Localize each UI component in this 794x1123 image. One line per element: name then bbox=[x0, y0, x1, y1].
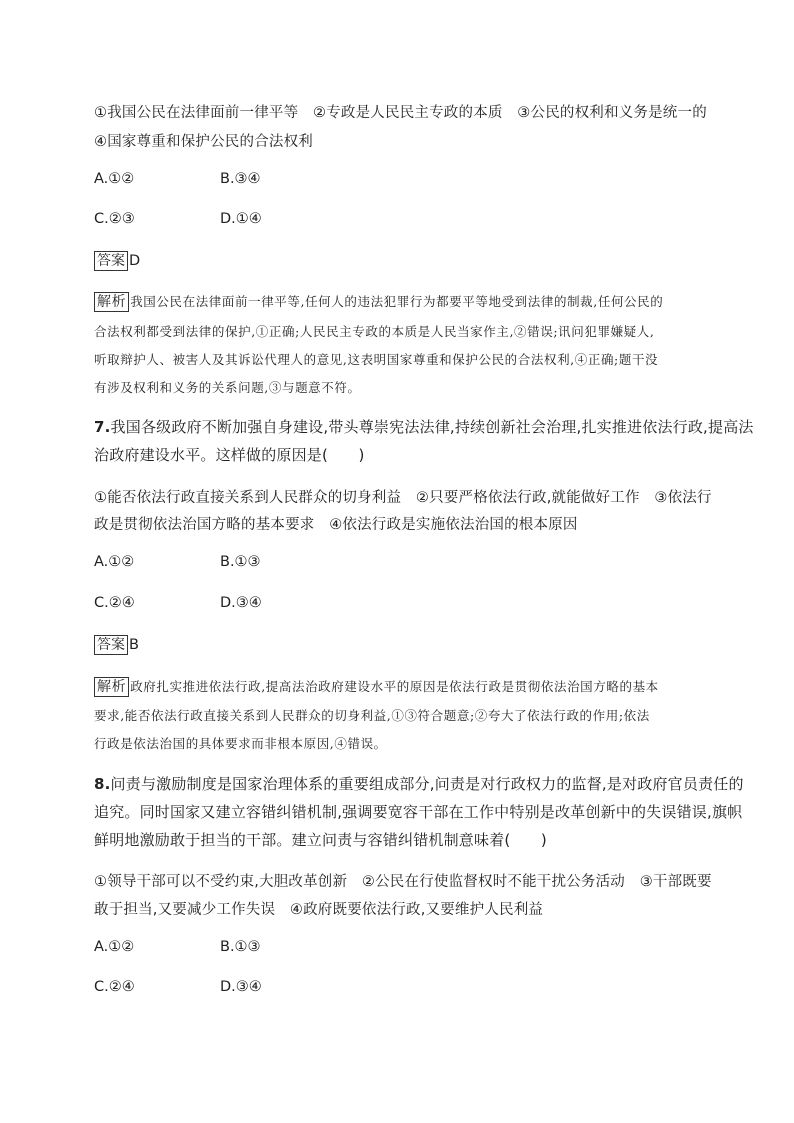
q8-option-d: D.③④ bbox=[220, 979, 262, 995]
q7-option-b: B.①③ bbox=[220, 554, 261, 570]
q6-option-b: B.③④ bbox=[220, 171, 261, 187]
q6-explanation-line-3: 听取辩护人、被害人及其诉讼代理人的意见,这表明国家尊重和保护公民的合法权利,④正确;题干没 bbox=[94, 352, 659, 367]
q7-answer-value: B bbox=[129, 637, 139, 653]
answer-tag: 答案 bbox=[94, 635, 128, 655]
q7-answer bbox=[94, 635, 139, 655]
q8-stem-line-3: 鲜明地激励敢于担当的干部。建立问责与容错纠错机制意味着( ) bbox=[94, 831, 547, 849]
q6-answer bbox=[94, 251, 140, 271]
q6-answer-value: D bbox=[129, 253, 141, 269]
q6-explanation-line-2: 合法权利都受到法律的保护,①正确;人民民主专政的本质是人民当家作主,②错误;讯问犯罪嫌疑人, bbox=[94, 324, 655, 339]
explain-tag: 解析 bbox=[94, 292, 129, 312]
q6-statement-line-1: ①我国公民在法律面前一律平等 ②专政是人民民主专政的本质 ③公民的权利和义务是统一的 bbox=[94, 105, 707, 121]
q7-explanation-line-2: 要求,能否依法行政直接关系到人民群众的切身利益,①③符合题意;②夸大了依法行政的作用;依法 bbox=[94, 708, 650, 723]
q8-stem-line-1: 8.问责与激励制度是国家治理体系的重要组成部分,问责是对行政权力的监督,是对政府官员责任的 bbox=[94, 775, 744, 793]
q7-option-a: A.①② bbox=[94, 554, 135, 570]
q8-option-b: B.①③ bbox=[220, 939, 261, 955]
q7-option-c: C.②④ bbox=[94, 595, 135, 611]
q8-statement-line-1: ①领导干部可以不受约束,大胆改革创新 ②公民在行使监督权时不能干扰公务活动 ③干部既要 bbox=[94, 874, 712, 890]
q6-explanation-line-1: 解析 我国公民在法律面前一律平等,任何人的违法犯罪行为都要平等地受到法律的制裁,任何公民的 bbox=[94, 292, 663, 312]
q8-number: 8. bbox=[94, 775, 111, 793]
q7-explanation-line-3: 行政是依法治国的具体要求而非根本原因,④错误。 bbox=[94, 736, 387, 751]
q7-stem-line-1: 7.我国各级政府不断加强自身建设,带头尊崇宪法法律,持续创新社会治理,扎实推进依法行政,提高法 bbox=[94, 418, 754, 436]
q7-explanation-line-1: 解析 政府扎实推进依法行政,提高法治政府建设水平的原因是依法行政是贯彻依法治国方略的基本 bbox=[94, 677, 659, 697]
q7-statement-line-2: 政是贯彻依法治国方略的基本要求 ④依法行政是实施依法治国的根本原因 bbox=[94, 517, 578, 533]
q6-option-c: C.②③ bbox=[94, 211, 135, 227]
q8-option-c: C.②④ bbox=[94, 979, 135, 995]
answer-tag: 答案 bbox=[94, 251, 128, 271]
q7-statement-line-1: ①能否依法行政直接关系到人民群众的切身利益 ②只要严格依法行政,就能做好工作 ③依法行 bbox=[94, 490, 712, 506]
explain-tag: 解析 bbox=[94, 677, 129, 697]
q7-stem-line-2: 治政府建设水平。这样做的原因是( ) bbox=[94, 446, 365, 464]
q6-statement-line-2: ④国家尊重和保护公民的合法权利 bbox=[94, 134, 313, 150]
q6-option-a: A.①② bbox=[94, 171, 135, 187]
q6-option-d: D.①④ bbox=[220, 211, 262, 227]
q8-stem-line-2: 追究。同时国家又建立容错纠错机制,强调要宽容干部在工作中特别是改革创新中的失误错误,旗帜 bbox=[94, 803, 743, 821]
q7-number: 7. bbox=[94, 418, 111, 436]
q7-option-d: D.③④ bbox=[220, 595, 262, 611]
q8-option-a: A.①② bbox=[94, 939, 135, 955]
q6-explanation-line-4: 有涉及权利和义务的关系问题,③与题意不符。 bbox=[94, 380, 361, 395]
q8-statement-line-2: 敢于担当,又要减少工作失误 ④政府既要依法行政,又要维护人民利益 bbox=[94, 902, 544, 918]
